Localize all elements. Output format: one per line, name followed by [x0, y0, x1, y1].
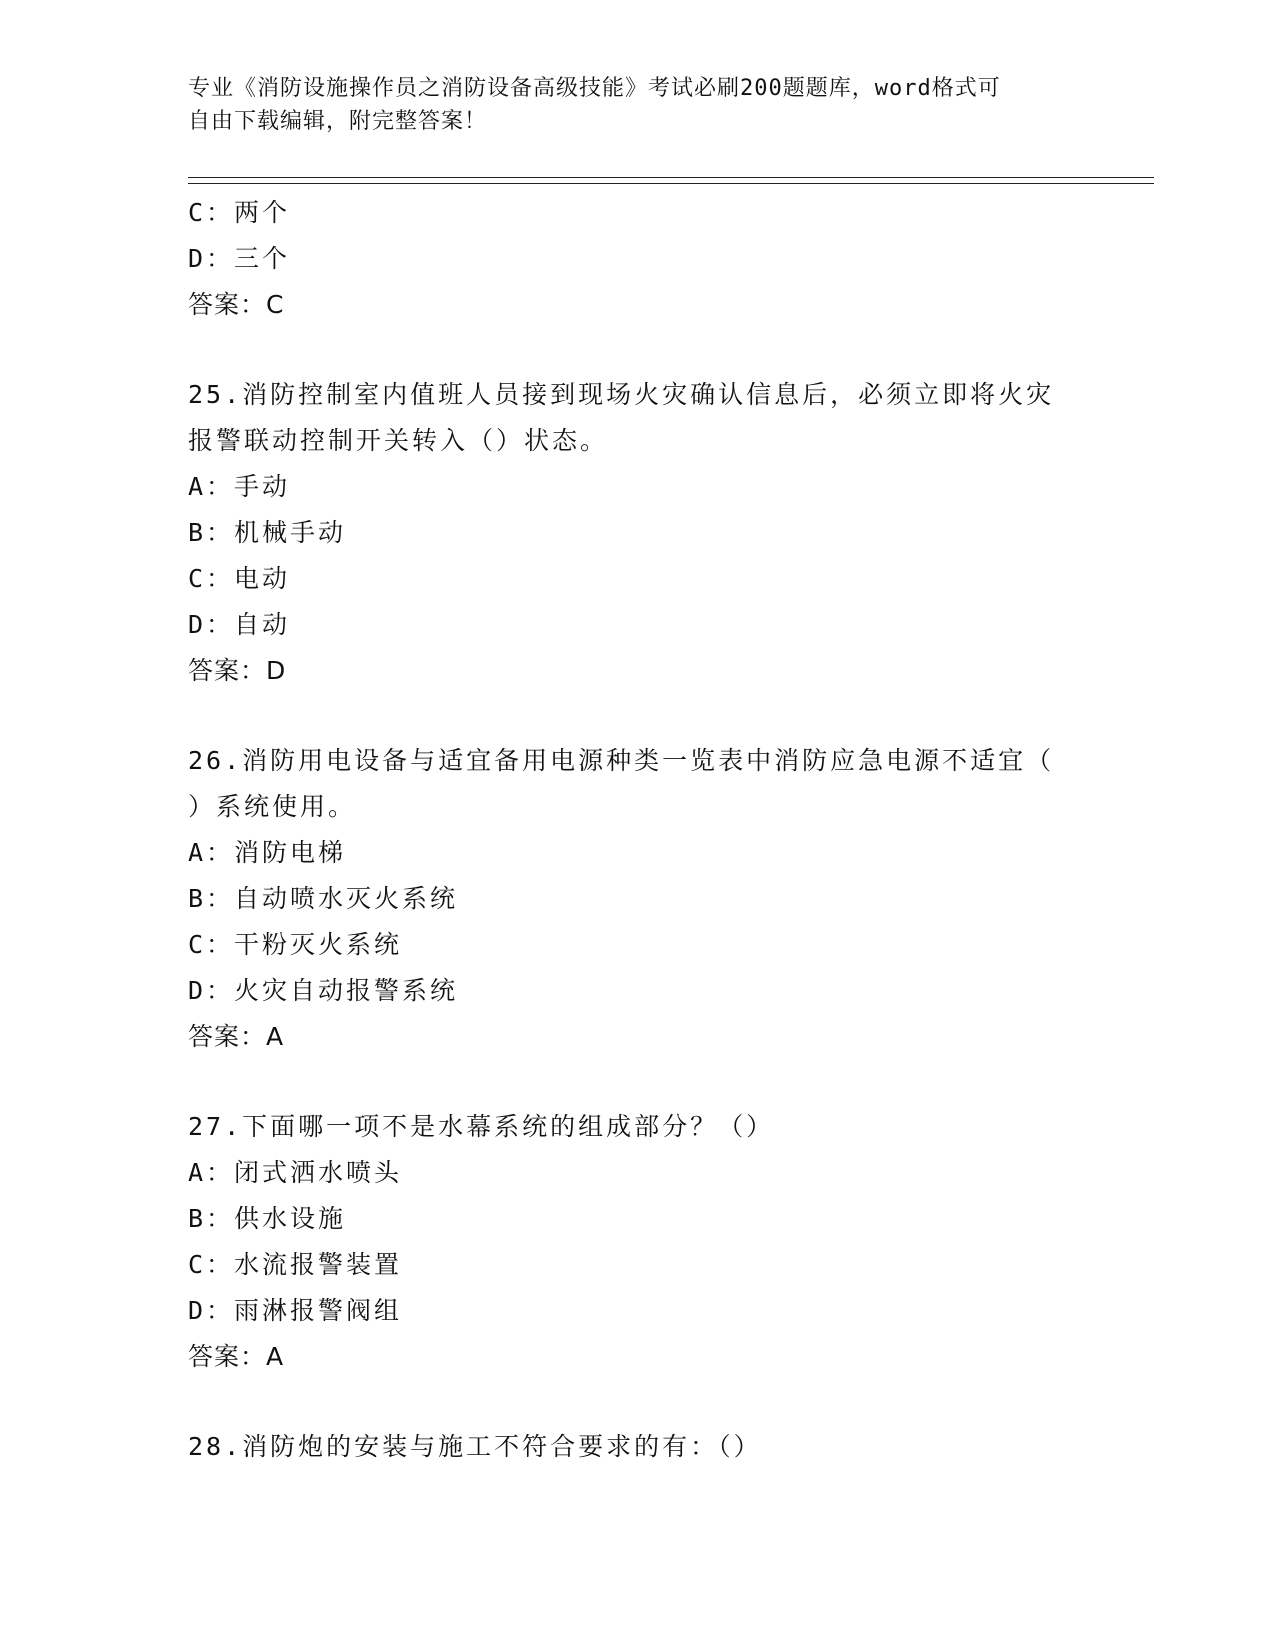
- spacer: [188, 1380, 1088, 1424]
- option-c: C：两个: [188, 198, 291, 227]
- option-c: C：干粉灭火系统: [188, 930, 403, 959]
- header-title-line-2: 自由下载编辑，附完整答案！: [188, 109, 488, 134]
- spacer: [188, 1060, 1088, 1104]
- question-28: [188, 1424, 1088, 1470]
- answer-line: 答案：D: [188, 656, 287, 685]
- question-list: [188, 190, 1088, 1470]
- option-d: D：火灾自动报警系统: [188, 976, 459, 1005]
- option-d: D：雨淋报警阀组: [188, 1296, 403, 1325]
- question-stem-line-1: 28.消防炮的安装与施工不符合要求的有：（）: [188, 1432, 762, 1461]
- question-stem-line-1: 27.下面哪一项不是水幕系统的组成部分？（）: [188, 1112, 775, 1141]
- question-24-tail: [188, 190, 1088, 328]
- question-27: [188, 1104, 1088, 1380]
- option-a: A：消防电梯: [188, 838, 347, 867]
- option-b: B：自动喷水灭火系统: [188, 884, 459, 913]
- spacer: [188, 328, 1088, 372]
- option-d: D：自动: [188, 610, 291, 639]
- option-a: A：闭式洒水喷头: [188, 1158, 403, 1187]
- answer-line: 答案：A: [188, 1342, 285, 1371]
- header-divider-bottom: [188, 183, 1154, 184]
- option-d: D：三个: [188, 244, 291, 273]
- option-c: C：电动: [188, 564, 291, 593]
- question-stem-line-1: 25.消防控制室内值班人员接到现场火灾确认信息后，必须立即将火灾: [188, 380, 1055, 409]
- option-b: B：供水设施: [188, 1204, 347, 1233]
- document-header: [188, 72, 1068, 138]
- question-25: [188, 372, 1088, 694]
- answer-line: 答案：A: [188, 1022, 285, 1051]
- spacer: [188, 694, 1088, 738]
- option-a: A：手动: [188, 472, 291, 501]
- header-divider-top: [188, 177, 1154, 178]
- question-26: [188, 738, 1088, 1060]
- option-b: B：机械手动: [188, 518, 347, 547]
- question-stem-line-1: 26.消防用电设备与适宜备用电源种类一览表中消防应急电源不适宜（: [188, 746, 1055, 775]
- question-stem-line-2: ）系统使用。: [188, 792, 357, 821]
- question-stem-line-2: 报警联动控制开关转入（）状态。: [188, 426, 609, 455]
- header-title-line-1: 专业《消防设施操作员之消防设备高级技能》考试必刷200题题库，word格式可: [188, 76, 1001, 101]
- option-c: C：水流报警装置: [188, 1250, 403, 1279]
- answer-line: 答案：C: [188, 290, 285, 319]
